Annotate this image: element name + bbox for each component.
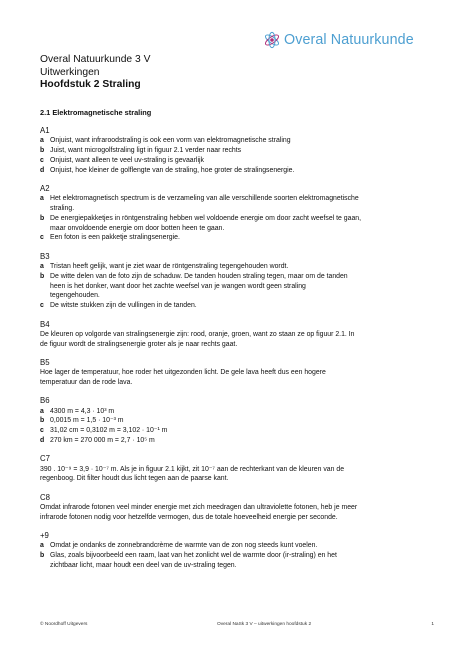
answer-line: Onjuist, want infraroodstraling is ook een vorm van elektromagnetische straling (50, 137, 291, 145)
answer-item (40, 426, 440, 436)
document-header (40, 54, 150, 92)
answer-text (50, 146, 440, 156)
question-block (40, 396, 440, 445)
answer-letter: b (40, 214, 45, 222)
question-label: B4 (40, 319, 50, 329)
answer-item (40, 301, 440, 311)
answer-item (40, 156, 440, 166)
answer-item (40, 541, 440, 551)
answer-line: Hoe lager de temperatuur, hoe roder het uitgezonden licht. De gele lava heeft dus een hogere (40, 369, 326, 377)
page-number: 1 (431, 622, 434, 627)
answer-item (40, 262, 440, 272)
question-block (40, 531, 440, 571)
header-course: Overal Natuurkunde 3 V (40, 54, 151, 65)
answer-line: Onjuist, hoe kleiner de golflengte van de straling, hoe groter de stralingsenergie. (50, 166, 295, 174)
answer-line: straling. (50, 204, 75, 212)
question-label: A2 (40, 183, 50, 193)
answer-line: tegengehouden. (50, 292, 100, 300)
answer-line: zichtbaar licht, maar houdt een deel van de uv-straling tegen. (50, 561, 237, 569)
answer-text (50, 416, 440, 426)
answer-letter: b (40, 147, 45, 154)
question-block (40, 252, 440, 311)
brand-logo (263, 31, 414, 49)
answer-item (40, 407, 440, 417)
answer-line: heen is het donker, want door het zachte weefsel van je wangen wordt geen straling (50, 282, 306, 290)
answer-line: infrarode fotonen nodig voor hetzelfde vermogen, dus de totale hoeveelheid energie per seconde. (40, 513, 338, 521)
answer-item (40, 214, 440, 234)
answer-text (50, 551, 440, 571)
answer-letter: d (40, 166, 45, 174)
answer-line: 31,02 cm = 0,3102 m = 3,102 · 10⁻¹ m (50, 427, 168, 435)
logo-text: Overal Natuurkunde (284, 32, 414, 48)
answer-line: 390 . 10⁻⁹ = 3,9 · 10⁻⁷ m. Als je in figuur 2.1 kijkt, zit 10⁻⁷ aan de rechterkant van de kleuren van de (40, 465, 345, 473)
answer-line: 4300 m = 4,3 · 10³ m (50, 407, 115, 415)
answer-line: De energiepakketjes in röntgenstraling hebben wel voldoende energie om door zacht weefsel te gaan, (50, 214, 362, 222)
question-label: C8 (40, 492, 50, 502)
answer-line: Een foton is een pakketje stralingsenergie. (50, 234, 180, 242)
header-subtitle: Uitwerkingen (40, 66, 100, 78)
question-block (40, 493, 440, 523)
answer-letter: a (40, 195, 44, 203)
answer-line: Omdat infrarode fotonen veel minder energie met zich meedragen dan ultraviolette fotonen, heb je meer (40, 503, 358, 511)
answer-item (40, 272, 440, 301)
answer-letter: a (40, 542, 44, 550)
answer-letter: a (40, 262, 44, 270)
question-label: B3 (40, 251, 50, 261)
answer-item (40, 146, 440, 156)
answer-line: De witste stukken zijn de vullingen in de tanden. (50, 302, 197, 310)
footer-title: Overal NaSk 3 V – uitwerkingen hoofdstuk 2 (217, 622, 312, 627)
answer-item (40, 166, 440, 176)
question-block (40, 358, 440, 388)
answer-text (50, 156, 440, 166)
question-block (40, 454, 440, 484)
answer-letter: b (40, 552, 45, 560)
answer-text (50, 541, 440, 551)
answer-letter: a (40, 407, 44, 415)
answer-line: regenboog. Dit filter houdt dus licht tegen aan de paarse kant. (40, 475, 229, 483)
answer-line: De witte delen van de foto zijn de schaduw. De tanden houden straling tegen, maar om de tanden (50, 272, 348, 280)
answer-line: 270 km = 270 000 m = 2,7 · 10⁵ m (50, 436, 155, 444)
answer-letter: c (40, 234, 44, 242)
answer-line: temperatuur dan de rode lava. (40, 378, 133, 386)
atom-logo-icon (263, 31, 281, 49)
question-block (40, 126, 440, 175)
answer-letter: c (40, 427, 44, 435)
answer-item (40, 136, 440, 146)
answer-text (50, 262, 440, 272)
answer-text (50, 426, 440, 436)
answer-item (40, 551, 440, 571)
question-label: B5 (40, 357, 50, 367)
answer-line: Glas, zoals bijvoorbeeld een raam, laat van het zonlicht wel de warmte door (ir-straling) en het (50, 552, 337, 560)
answer-letter: d (40, 436, 45, 444)
answer-text (50, 166, 440, 176)
footer-publisher: © Noordhoff Uitgevers (40, 622, 88, 627)
answer-text (50, 407, 440, 417)
answers-content (40, 126, 440, 579)
question-label: A1 (40, 126, 50, 135)
answer-item (40, 416, 440, 426)
answer-line: De kleuren op volgorde van stralingsenergie zijn: rood, oranje, groen, want zo staan ze op figuur 2.1. In (40, 330, 355, 338)
answer-item (40, 233, 440, 243)
answer-letter: b (40, 417, 45, 425)
answer-letter: c (40, 302, 44, 310)
answer-text (50, 194, 440, 214)
answer-letter: b (40, 272, 45, 280)
answer-line: maar onvoldoende energie om door botten heen te gaan. (50, 224, 225, 232)
answer-line: Tristan heeft gelijk, want je ziet waar de röntgenstraling tegengehouden wordt. (50, 262, 289, 270)
answer-item (40, 194, 440, 214)
answer-text (50, 136, 440, 146)
answer-line: Omdat je ondanks de zonnebrandcrème de warmte van de zon nog steeds kunt voelen. (50, 542, 318, 550)
answer-line: de figuur wordt de stralingsenergie groter als je naar rechts gaat. (40, 340, 238, 348)
answer-line: Onjuist, want alleen te veel uv-straling is gevaarlijk (50, 156, 204, 164)
answer-line: 0,0015 m = 1,5 · 10⁻³ m (50, 417, 124, 425)
question-label: B6 (40, 396, 50, 406)
answer-text (50, 272, 440, 301)
question-label: C7 (40, 454, 50, 464)
answer-text (50, 436, 440, 446)
answer-text (50, 301, 440, 311)
answer-line: Het elektromagnetisch spectrum is de verzameling van alle verschillende soorten elektromagnetische (50, 195, 359, 203)
answer-text (50, 214, 440, 234)
answer-letter: a (40, 137, 44, 145)
answer-text (50, 233, 440, 243)
answer-letter: c (40, 156, 44, 164)
answer-item (40, 436, 440, 446)
section-title: 2.1 Elektromagnetische straling (40, 108, 152, 117)
answer-line: Juist, want microgolfstraling ligt in figuur 2.1 verder naar rechts (50, 147, 242, 154)
chapter-title: Hoofdstuk 2 Straling (40, 79, 141, 91)
question-label: +9 (40, 531, 49, 541)
question-block (40, 320, 440, 350)
question-block (40, 184, 440, 243)
